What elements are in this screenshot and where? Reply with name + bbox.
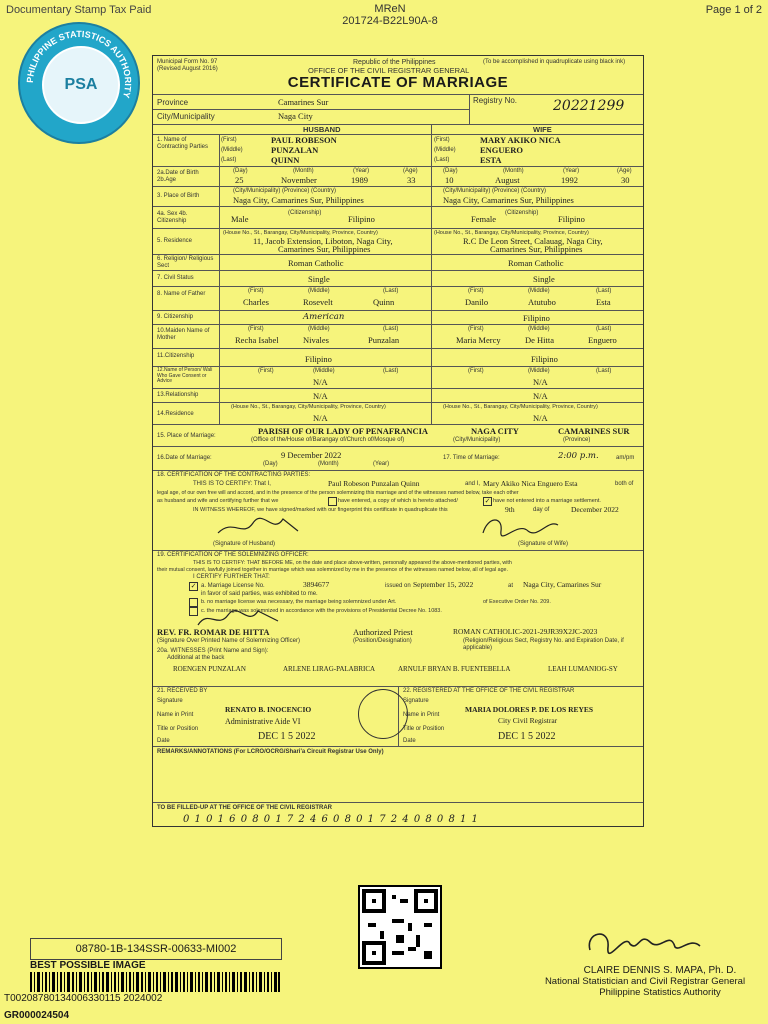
registered-name-label: Name in Print [403,712,440,718]
father-citizenship-row [153,310,643,325]
w-day-label: (Day) [443,168,458,174]
republic-text: Republic of the Philippines [353,59,436,66]
witness-3: ARNULF BRYAN B. FUENTEBELLA [398,665,511,673]
husband-birth-day: 25 [235,175,244,185]
consent-label: 12.Name of Person/ Wali Who Gave Consent or Advice [157,367,213,384]
place-marriage-row [153,424,643,447]
dob-row [153,166,643,187]
witness-4: LEAH LUMANIOG-SY [548,665,618,673]
h-res-sub: (House No., St., Barangay, City/Municipality, Province, Country) [223,230,378,236]
pob-row [153,186,643,207]
wife-consent: N/A [533,377,548,387]
wife-last-name: ESTA [480,155,502,165]
signatory-signature-icon [580,922,710,960]
mother-citizenship-row [153,348,643,367]
wife-father-citizenship: Filipino [523,313,550,323]
marriage-date: 9 December 2022 [281,450,342,460]
province-row [153,94,643,125]
cert19-label: 19. CERTIFICATION OF THE SOLEMNIZING OFFICER: [157,552,309,558]
cert-wife-name: Mary Akiko Nica Enguero Esta [483,479,578,488]
dm-year: (Year) [373,461,390,467]
husband-civil-status: Single [308,274,330,284]
wf-middle-label: (Middle) [528,288,550,294]
remarks-row [153,746,643,803]
religion-label: 6. Religion/ Religious Sect [157,256,214,269]
wife-residence-1: R.C De Leon Street, Calauag, Naga City, [463,236,603,246]
religion-row [153,254,643,271]
husband-father-citizenship: American [303,312,345,322]
registry-label: Registry No. [473,96,518,105]
solemnizing-officer: REV. FR. ROMAR DE HITTA [157,627,270,637]
psa-seal-logo [18,22,140,144]
wc-last: (Last) [596,368,612,374]
best-image-text: BEST POSSIBLE IMAGE [30,960,146,971]
remarks-label: REMARKS/ANNOTATIONS (For LCRO/OCRG/Shari'a Circuit Registrar Use Only) [157,749,384,755]
registered-title: City Civil Registrar [498,716,558,725]
residence-label: 5. Residence [157,238,193,244]
settlement-entered-checkbox[interactable] [328,497,337,506]
sig-husband-label: (Signature of Husband) [213,541,276,547]
qr-code-icon [358,885,442,969]
cert19-text3: I CERTIFY FURTHER THAT: [193,574,270,580]
witness-1: ROENGEN PUNZALAN [173,665,246,673]
received-label: 21. RECEIVED BY [157,688,208,694]
religion-reg-label: (Religion/Religious Sect, Registry No. and Expiration Date, if applicable) [463,638,624,651]
officer-position: Authorized Priest [353,627,413,637]
date-marriage-label: 16.Date of Marriage: [157,455,212,461]
husband-consent: N/A [313,377,328,387]
husband-mother-first: Recha Isabel [235,335,279,345]
sex-row [153,206,643,229]
cert19-text2: their mutual consent, lawfully joined together in marriage which was solemnized by me in the presence of the witnesses named below, all of legal age. [157,567,508,573]
hc-first: (First) [258,368,274,374]
wife-father-middle: Atutubo [528,297,556,307]
cert19-b: b. no marriage license was necessary, the marriage being solemnized under Art. [201,599,397,605]
wife-birth-year: 1992 [561,175,578,185]
cert18-text2: legal age, of our own free will and accord, and in the presence of the person solemnizing this marriage and of the witnesses named below, take each other [157,490,519,496]
cert18-text5: have not entered into a marriage settlement. [493,498,601,504]
husband-father-last: Quinn [373,297,395,307]
w-age-label: (Age) [617,168,632,174]
name-label: 1. Name of Contracting Parties [157,137,209,150]
husband-age: 33 [407,175,416,185]
wife-mother-citizenship: Filipino [531,354,558,364]
signatory-title: National Statistician and Civil Registrar General [544,976,746,987]
husband-birthplace: Naga City, Camarines Sur, Philippines [233,195,364,205]
h-cit-sub: (Citizenship) [288,210,322,216]
city-label: City/Municipality [157,112,215,121]
cert19-issued: issued on [385,583,411,589]
cert19-text1: THIS IS TO CERTIFY: THAT BEFORE ME, on the date and place above-written, personally appeared the above-mentioned parties, with [193,560,512,566]
wife-civil-status: Single [533,274,555,284]
wife-sex: Female [471,214,497,224]
husband-mother-last: Punzalan [368,335,400,345]
city-civil-registry-stamp-icon [358,689,408,739]
wife-religion: Roman Catholic [508,258,564,268]
marriage-time: 2:00 p.m. [558,451,599,461]
relationship-label: 13.Relationship [157,392,199,398]
cert19-a2: in favor of said parties, was exhibited to me. [201,591,318,597]
received-sig-label: Signature [157,698,183,704]
husband-father-first: Charles [243,297,269,307]
registered-title-label: Title or Position [403,726,445,732]
w-year-label: (Year) [563,168,580,174]
h-age-label: (Age) [403,168,418,174]
cert18-text3: as husband and wife and certifying further that we [157,498,279,504]
cert19-at: at [508,583,514,589]
husband-birth-month: November [281,175,317,185]
residence-row [153,228,643,255]
h-res14-sub: (House No., St., Barangay, City/Municipality, Province, Country) [231,404,386,410]
page-indicator: Page 1 of 2 [705,4,762,16]
date-marriage-row [153,446,643,471]
cert-month: December 2022 [571,505,619,514]
cert-day: 9th [505,505,515,514]
marriage-province: CAMARINES SUR [558,426,630,436]
province-value: Camarines Sur [278,97,329,107]
barcode-number: T00208780134006330115 2024002 [4,993,163,1004]
hf-middle-label: (Middle) [308,288,330,294]
husband-last-name: QUINN [271,155,300,165]
husband-residence-2: Camarines Sur, Philippines [278,244,371,254]
wife-father-last: Esta [596,297,611,307]
license-number: 3894677 [303,580,330,589]
husband-religion: Roman Catholic [288,258,344,268]
wife-residence-2: Camarines Sur, Philippines [490,244,583,254]
wc-middle: (Middle) [528,368,550,374]
wife-mother-last: Enguero [588,335,617,345]
wife-citizenship: Filipino [558,214,585,224]
husband-mother-middle: Nivales [303,335,329,345]
dm-day: (Day) [263,461,278,467]
no-license-checkbox[interactable] [189,598,198,607]
dm-month: (Month) [318,461,339,467]
city-value: Naga City [278,111,313,121]
wf-last-label: (Last) [596,288,612,294]
certification-18 [153,470,643,551]
wife-father-first: Danilo [465,297,489,307]
h-month-label: (Month) [293,168,314,174]
father-row [153,286,643,311]
civil-status-row [153,270,643,287]
mren-number: 201724-B22L90A-8 [342,15,438,27]
husband-first-name: PAUL ROBESON [271,135,337,145]
office-text: OFFICE OF THE CIVIL REGISTRAR GENERAL [308,66,470,75]
wife-signature-icon [473,511,563,541]
dob-label: 2a.Date of Birth 2b.Age [157,170,199,183]
wife-relationship: N/A [533,391,548,401]
ampm-label: am/pm [616,455,635,461]
civil-status-label: 7. Civil Status [157,275,194,281]
cert18-text4: have entered, a copy of which is hereto attached/ [338,498,458,504]
h-day-label: (Day) [233,168,248,174]
mother-row [153,324,643,349]
cert18-and: and I, [465,481,481,487]
wm-first-label: (First) [468,326,484,332]
cert19-b2: of Executive Order No. 209. [483,599,551,605]
husband-residence-1: 11, Jacob Extension, Liboton, Naga City, [253,236,393,246]
wife-residence14: N/A [533,413,548,423]
license-checkbox[interactable]: ✓ [190,582,197,590]
signatory-block [544,922,760,998]
wife-middle-name: ENGUERO [480,145,523,155]
received-title: Administrative Aide VI [225,717,301,726]
wm-last-label: (Last) [596,326,612,332]
settlement-not-entered-checkbox[interactable]: ✓ [484,497,491,505]
husband-father-middle: Rosevelt [303,297,333,307]
day-of: day of [533,507,550,513]
license-date: September 15, 2022 [413,580,474,589]
wife-mother-first: Maria Mercy [456,335,501,345]
doc-stamp-text: Documentary Stamp Tax Paid [6,4,152,16]
w-first-label: (First) [434,137,450,143]
registry-number: 20221299 [553,98,625,114]
w-cit-sub: (Citizenship) [505,210,539,216]
wife-mother-middle: De Hitta [525,335,555,345]
bottom-code: GR000024504 [4,1010,70,1021]
w-month-label: (Month) [503,168,524,174]
witnesses-label: 20a. WITNESSES (Print Name and Sign): [157,648,269,654]
witnesses-back-label: Additional at the back [167,655,225,661]
fill-up-row [153,802,643,827]
mren-code [330,3,450,27]
place-prov-sub: (Province) [563,437,591,443]
marriage-certificate-form [152,55,644,827]
w-last-label: (Last) [434,157,450,163]
w-res14-sub: (House No., St., Barangay, City/Municipality, Province, Country) [443,404,598,410]
received-date-label: Date [157,738,170,744]
seal-center: PSA [42,46,120,124]
w-pob-sub: (City/Municipality) (Province) (Country) [443,188,547,194]
registered-date: DEC 1 5 2022 [498,731,556,742]
registered-label: 22. REGISTERED AT THE OFFICE OF THE CIVIL REGISTRAR [403,688,575,694]
residence14-label: 14.Residence [157,411,194,417]
time-label: 17. Time of Marriage: [443,455,500,461]
husband-sex: Male [231,214,249,224]
marriage-place: PARISH OF OUR LADY OF PENAFRANCIA [258,426,429,436]
witness-whereof: IN WITNESS WHEREOF, we have signed/marked with our fingerprint this certificate in quadruplicate this [193,507,448,513]
consent-row [153,366,643,389]
h-middle-label: (Middle) [221,147,243,153]
received-name: RENATO B. INOCENCIO [225,705,312,714]
wf-first-label: (First) [468,288,484,294]
h-first-label: (First) [221,137,237,143]
hm-last-label: (Last) [383,326,399,332]
received-title-label: Title or Position [157,726,199,732]
father-label: 8. Name of Father [157,291,206,297]
husband-relationship: N/A [313,391,328,401]
ink-note: (To be accomplished in quadruplicate using black ink) [483,59,626,65]
license-place: Naga City, Camarines Sur [523,580,602,589]
cert19-a: a. Marriage License No. [201,583,265,589]
received-name-label: Name in Print [157,712,194,718]
hf-first-label: (First) [248,288,264,294]
residence14-row [153,402,643,425]
husband-middle-name: PUNZALAN [271,145,319,155]
place-city-sub: (City/Municipality) [453,437,501,443]
wm-middle-label: (Middle) [528,326,550,332]
cert-husband-name: Paul Robeson Punzalan Quinn [328,479,420,488]
form-number: Municipal Form No. 97 [157,59,218,65]
relationship-row [153,388,643,403]
sig-officer-label: (Signature Over Printed Name of Solemnizing Officer) [157,638,300,644]
officer-registry: ROMAN CATHOLIC-2021-29JR39X2JC-2023 [453,627,598,636]
sex-label: 4a. Sex 4b. Citizenship [157,211,188,224]
hm-first-label: (First) [248,326,264,332]
wife-first-name: MARY AKIKO NICA [480,135,561,145]
sig-wife-label: (Signature of Wife) [518,541,569,547]
w-middle-label: (Middle) [434,147,456,153]
hf-last-label: (Last) [383,288,399,294]
father-citizenship-label: 9. Citizenship [157,314,194,320]
h-year-label: (Year) [353,168,370,174]
certificate-title: CERTIFICATE OF MARRIAGE [287,74,509,91]
cert18-label: 18. CERTIFICATION OF THE CONTRACTING PARTIES: [157,472,311,478]
cert19-c: c. the marriage was solemnized in accordance with the provisions of Presidential Decree No. 1083. [201,608,442,614]
husband-residence14: N/A [313,413,328,423]
husband-mother-citizenship: Filipino [305,354,332,364]
husband-citizenship: Filipino [348,214,375,224]
barcode-icon [30,972,280,992]
mren-label: MReN [374,3,406,15]
h-pob-sub: (City/Municipality) (Province) (Country) [233,188,337,194]
wc-first: (First) [468,368,484,374]
fill-up-label: TO BE FILLED-UP AT THE OFFICE OF THE CIVIL REGISTRAR [157,805,333,811]
hc-last: (Last) [383,368,399,374]
marriage-city: NAGA CITY [471,426,519,436]
place-sub: (Office of the/House of/Barangay of/Church of/Mosque of) [251,437,405,443]
mother-citizenship-label: 11.Citizenship [157,353,195,359]
received-date: DEC 1 5 2022 [258,731,316,742]
hm-middle-label: (Middle) [308,326,330,332]
registered-sig-label: Signature [403,698,429,704]
received-registered-row [153,686,643,747]
registered-date-label: Date [403,738,416,744]
name-row [153,134,643,167]
form-revised: (Revised August 2016) [157,66,218,72]
cert18-text1: THIS IS TO CERTIFY: That I, [193,481,271,487]
signatory-org: Philippine Statistics Authority [599,987,721,998]
husband-birth-year: 1989 [351,175,368,185]
husband-signature-icon [213,513,303,541]
h-last-label: (Last) [221,157,237,163]
witness-2: ARLENE LIRAG-PALABRICA [283,665,376,673]
signatory-name: CLAIRE DENNIS S. MAPA, Ph. D. [583,965,737,976]
wife-header: WIFE [533,125,552,134]
registered-name: MARIA DOLORES P. DE LOS REYES [465,705,594,714]
wife-birth-day: 10 [445,175,454,185]
husband-header: HUSBAND [303,125,341,134]
wife-age: 30 [621,175,630,185]
w-res-sub: (House No., St., Barangay, City/Municipality, Province, Country) [434,230,589,236]
position-label: (Position/Designation) [353,638,412,644]
wife-birth-month: August [495,175,520,185]
hc-middle: (Middle) [313,368,335,374]
seal-ring-text: PHILIPPINE STATISTICS AUTHORITY [24,28,134,100]
cert18-both: both of [615,481,634,487]
certification-19 [153,550,643,675]
wife-birthplace: Naga City, Camarines Sur, Philippines [443,195,574,205]
mother-label: 10.Maiden Name of Mother [157,328,210,341]
fill-up-digits: 0 1 0 1 6 0 8 0 1 7 2 4 6 0 8 0 1 7 2 4 0 8 0 8 1 1 [183,814,479,825]
province-label: Province [157,98,189,107]
pob-label: 3. Place of Birth [157,193,200,199]
control-number-box: 08780-1B-134SSR-00633-MI002 [30,938,282,960]
place-marriage-label: 15. Place of Marriage: [157,433,216,439]
